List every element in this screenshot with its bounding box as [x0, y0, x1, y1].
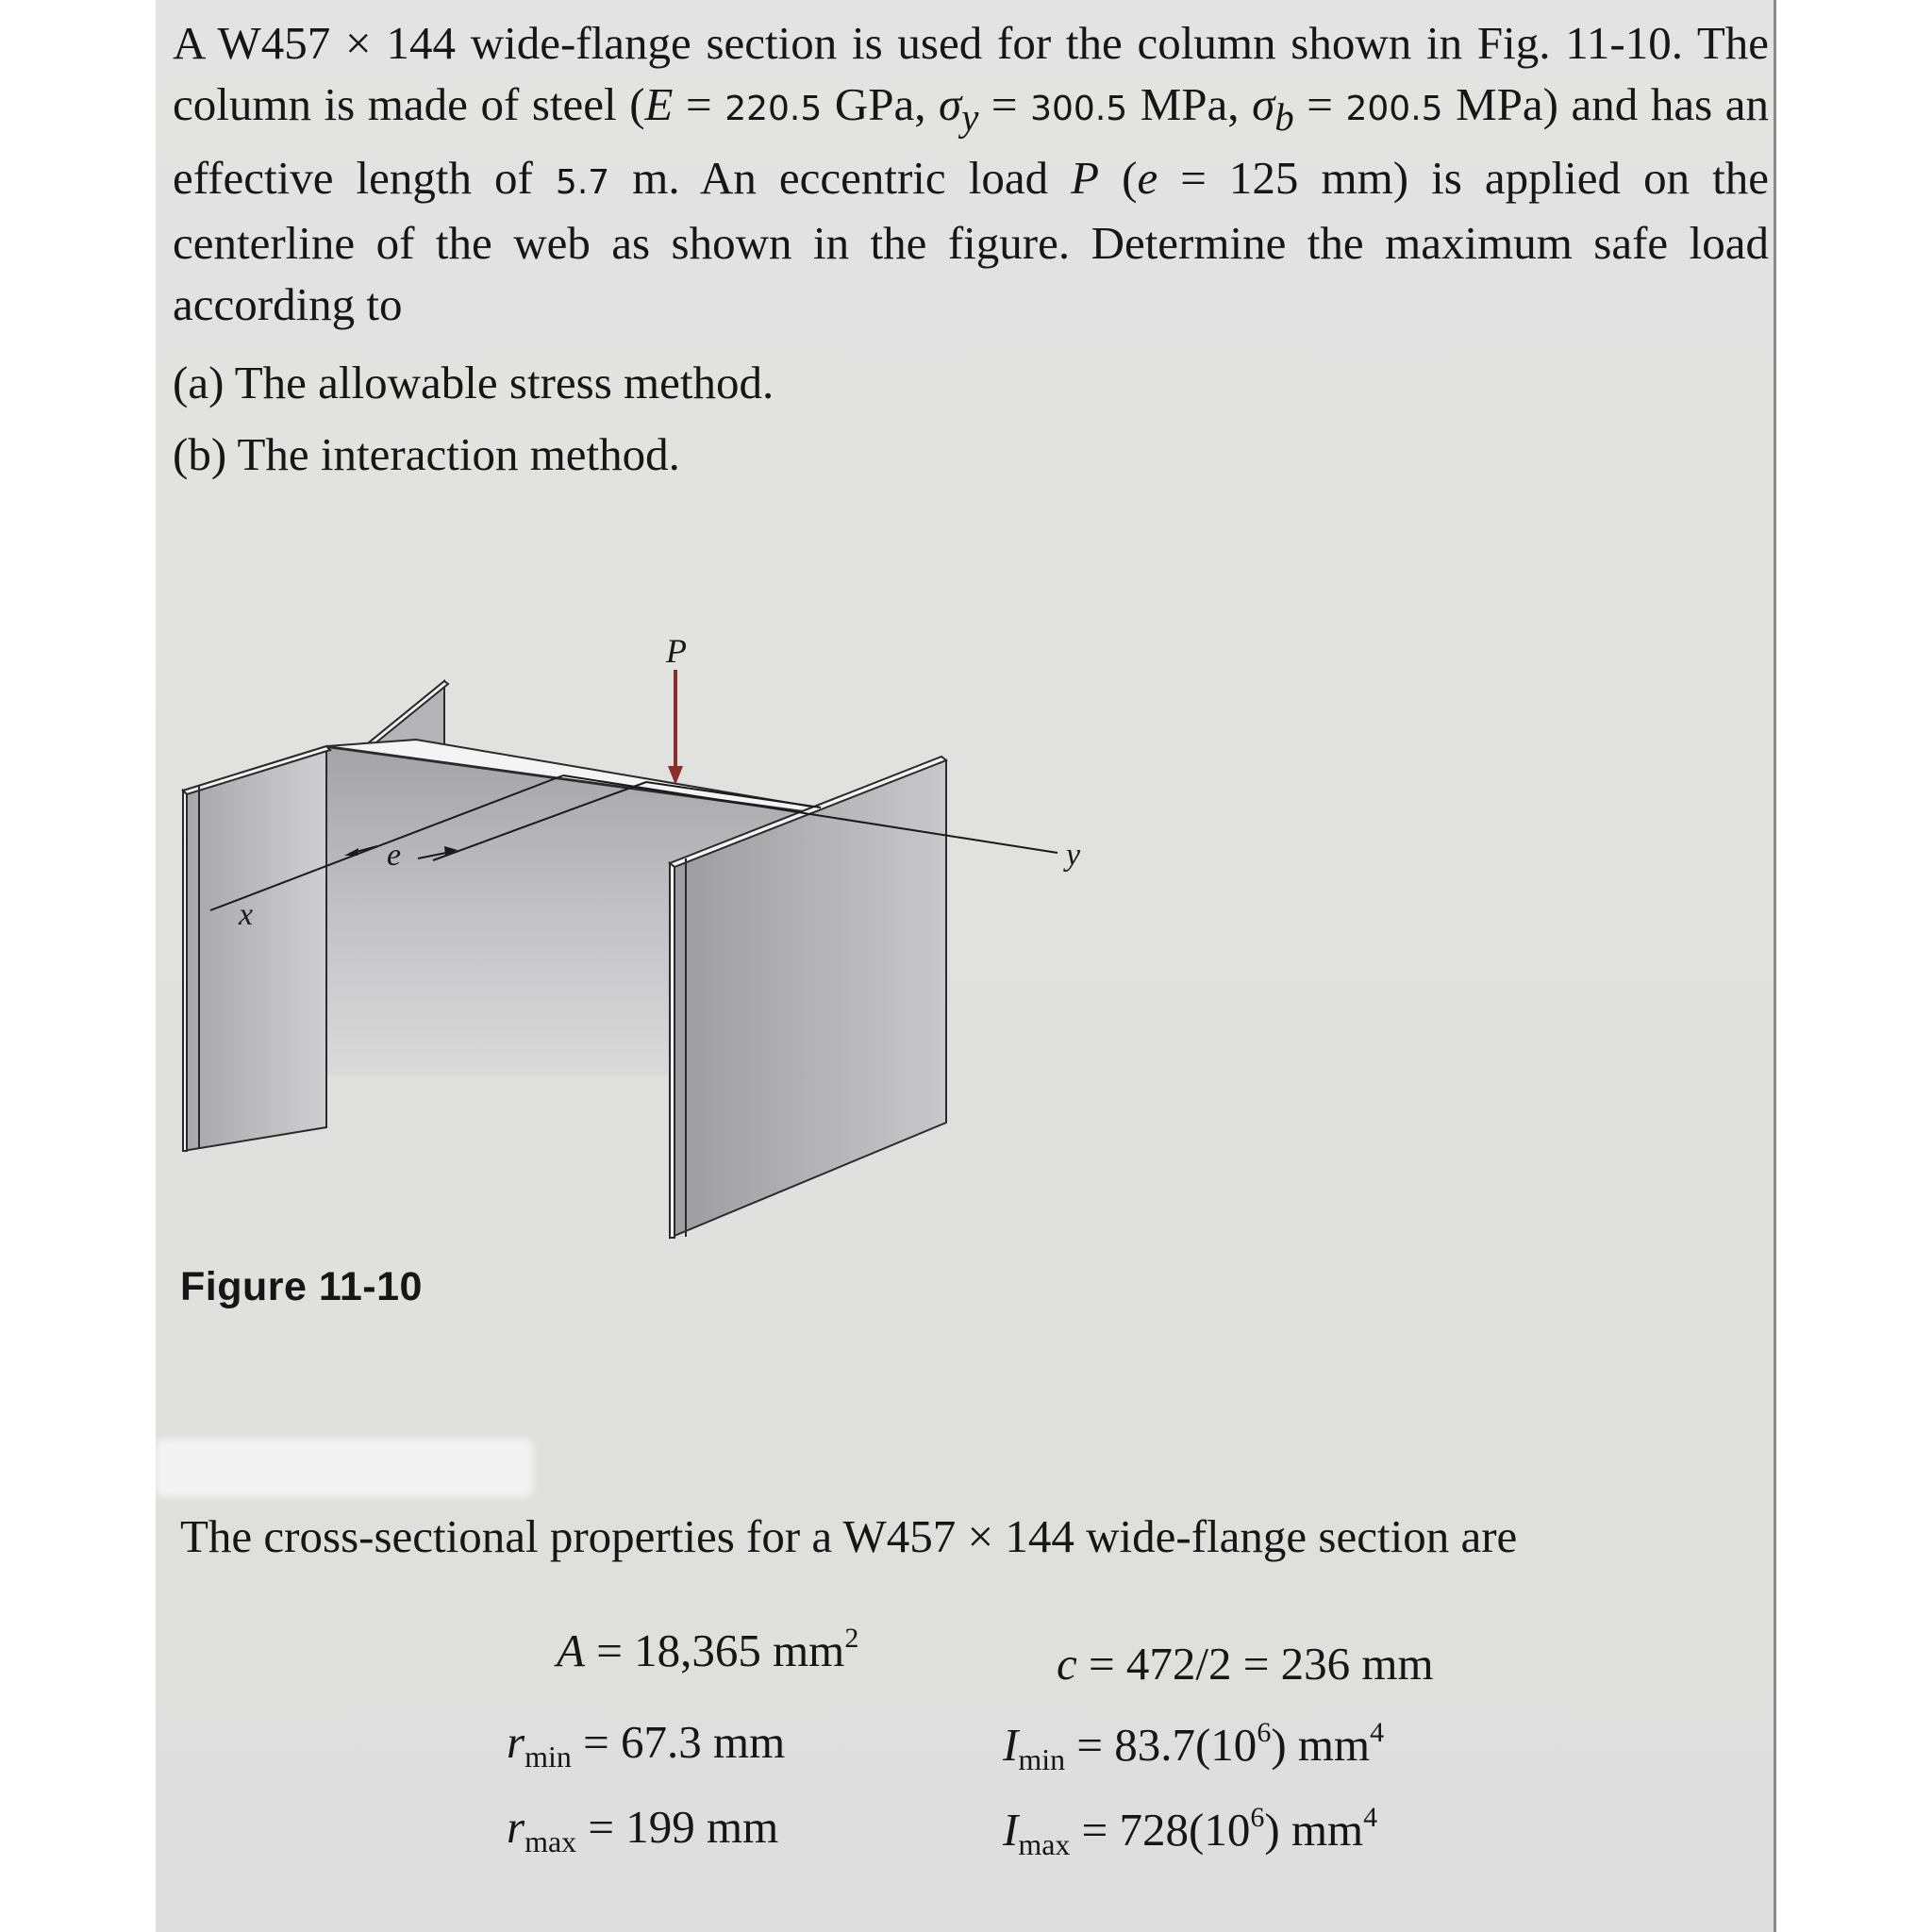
- column-figure: [156, 585, 1776, 1302]
- left-flange: [183, 746, 326, 1151]
- background-right: [1776, 0, 1932, 1932]
- bending-stress-symbol: σ: [1252, 77, 1275, 130]
- c-equation: c = 472/2 = 236 mm: [1057, 1638, 1434, 1690]
- problem-text-1: A W457 × 144 wide-flange section is used for the column shown in Fig. 11-10. The column is made of steel (: [173, 17, 1769, 130]
- rmin-equation: $r_{min} = 67.3$ mm: [507, 1716, 786, 1774]
- figure-caption: Figure 11-10: [180, 1264, 423, 1309]
- part-a: (a) The allowable stress method.: [173, 357, 774, 408]
- bending-stress-value: 200.5: [1345, 89, 1443, 128]
- rmax-equation: $r_{max} = 199$ mm: [507, 1801, 779, 1858]
- label-x: x: [239, 897, 254, 932]
- label-y: y: [1066, 838, 1081, 873]
- imin-equation: $I_{min} = 83.7(10^6)$ $mm^4$: [1003, 1717, 1385, 1776]
- part-b: (b) The interaction method.: [173, 428, 680, 480]
- yield-stress-value: 300.5: [1030, 89, 1128, 128]
- problem-statement: A W457 × 144 wide-flange section is used for the column shown in Fig. 11-10. The column is made of steel (E = 220.5 GPa, $\sigma_y = 300.5$ MPa, $\sigma_b = 200.5$ MPa) and has an effective length of 5.7 m. An eccentric load P (e = 125 mm) is applied on the centerline of the web as shown in the figure. Determine the maximum safe load according to: [173, 17, 1770, 330]
- label-P: P: [666, 632, 687, 670]
- properties-intro: The cross-sectional properties for a W457 × 144 wide-flange section are: [180, 1510, 1518, 1562]
- question-parts: [173, 347, 774, 491]
- modulus-value: 220.5: [724, 89, 823, 128]
- smudge: [156, 1439, 533, 1497]
- textbook-page: [156, 0, 1776, 1932]
- left-flange-front-edge: [183, 791, 187, 1151]
- area-equation: A = 18,365 $mm^2$: [557, 1623, 859, 1676]
- label-e: e: [387, 838, 402, 873]
- background-left: [0, 0, 156, 1932]
- modulus-symbol: E: [644, 77, 674, 130]
- effective-length-value: 5.7: [555, 162, 610, 202]
- right-flange-front-edge: [670, 863, 675, 1238]
- yield-stress-symbol: σ: [939, 77, 962, 130]
- problem-text-2: = 125 mm) is applied on the centerline of the web as shown in the figure. Determine the maximum safe load according to: [173, 151, 1770, 330]
- imax-equation: $I_{max} = 728(10^6)$ $mm^4$: [1003, 1802, 1378, 1861]
